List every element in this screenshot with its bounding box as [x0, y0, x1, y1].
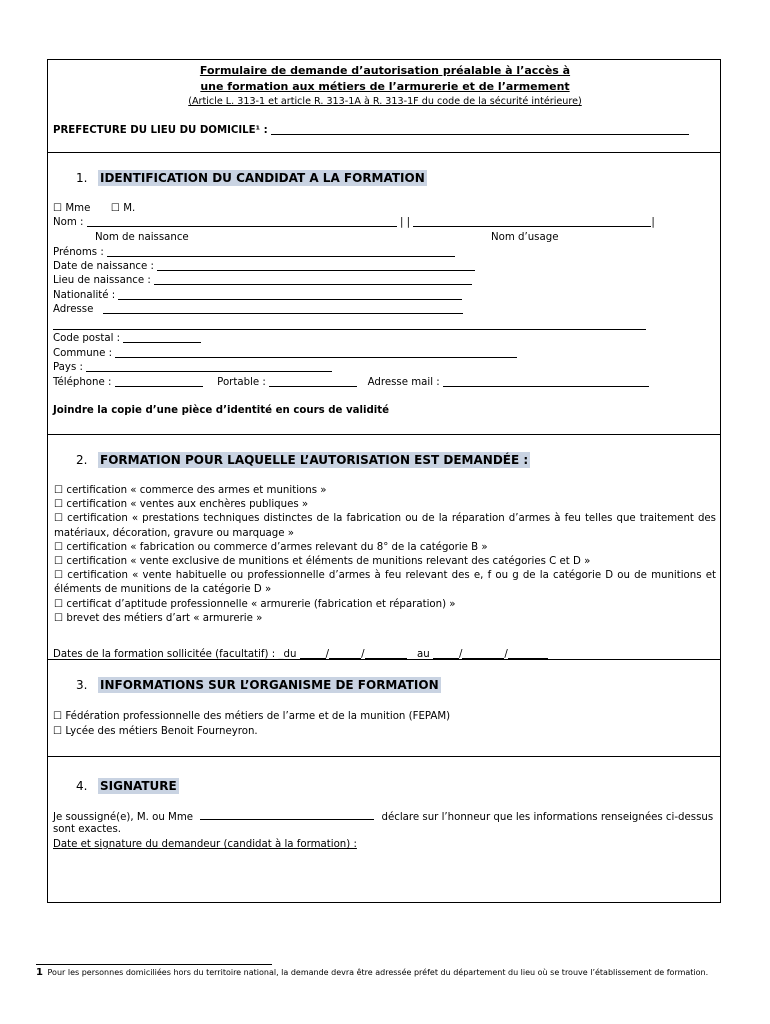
- adresse-input-line-2[interactable]: [53, 329, 646, 330]
- civility-row: [53, 202, 135, 216]
- formation-option-fabrication[interactable]: ☐ certification « fabrication ou commerce d’armes relevant du 8° de la catégorie B »: [54, 541, 488, 553]
- formation-option-vente-habituelle[interactable]: ☐ certification « vente habituelle ou professionnelle d’armes à feu relevant des e, f ou g de la catégorie D ou de munitions et éléments de munitions de la catégorie D »: [54, 570, 716, 596]
- nationalite-label: Nationalité :: [53, 290, 116, 301]
- prefecture-field: [53, 124, 689, 138]
- formation-option-commerce[interactable]: ☐ certification « commerce des armes et munitions »: [54, 485, 327, 496]
- declaration-line1: [53, 809, 713, 825]
- section1-number: 1.: [76, 171, 88, 185]
- organisme-option-lycee[interactable]: ☐ Lycée des métiers Benoit Fourneyron.: [53, 726, 258, 737]
- section3-box: [47, 659, 721, 757]
- formation-option-bma[interactable]: ☐ brevet des métiers d’art « armurerie »: [54, 612, 263, 624]
- commune-input-line[interactable]: [115, 347, 517, 358]
- footnote-text: Pour les personnes domiciliées hors du territoire national, la demande devra être adressée préfet du département du lieu où se trouve l’établissement de formation.: [47, 968, 709, 977]
- checkbox-m[interactable]: ☐ M.: [110, 203, 136, 214]
- portable-input-line[interactable]: [269, 376, 357, 387]
- date-naissance-field: [53, 260, 475, 274]
- footnote-separator: [36, 964, 272, 965]
- formation-option-encheres[interactable]: ☐ certification « ventes aux enchères publiques »: [54, 499, 309, 511]
- section1-title: IDENTIFICATION DU CANDIDAT A LA FORMATION: [100, 171, 425, 185]
- date-du-year-line[interactable]: [365, 648, 407, 659]
- lieu-naissance-field: [53, 274, 472, 288]
- date-au-label: au: [417, 649, 430, 660]
- pays-input-line[interactable]: [86, 361, 332, 372]
- prenoms-field: [53, 246, 455, 260]
- date-signature-label: Date et signature du demandeur (candidat à la formation) :: [53, 839, 357, 850]
- adresse-input-line-1[interactable]: [103, 303, 463, 314]
- nom-naissance-input-line[interactable]: [87, 216, 397, 227]
- legal-reference: (Article L. 313-1 et article R. 313-1A à R. 313-1F du code de la sécurité intérieure): [188, 96, 582, 107]
- nom-usage-caption: Nom d’usage: [491, 232, 559, 243]
- date-naissance-label: Date de naissance :: [53, 261, 154, 272]
- section4-title: SIGNATURE: [100, 779, 177, 793]
- telephone-input-line[interactable]: [115, 376, 203, 387]
- footnote-number: 1: [36, 967, 43, 978]
- date-du-month-line[interactable]: [329, 648, 361, 659]
- date-du-day-line[interactable]: [300, 648, 326, 659]
- nationalite-input-line[interactable]: [118, 289, 462, 300]
- adresse-mail-label: Adresse mail :: [367, 377, 440, 388]
- date-au-year-line[interactable]: [508, 648, 548, 659]
- contact-field-row: [53, 376, 649, 390]
- declaration-end: déclare sur l’honneur que les informations renseignées ci-dessus: [381, 812, 714, 823]
- prenoms-input-line[interactable]: [107, 246, 455, 257]
- code-postal-input-line[interactable]: [123, 332, 201, 343]
- date-au-month-line[interactable]: [462, 648, 504, 659]
- commune-field: [53, 347, 517, 361]
- declaration-name-input-line[interactable]: [200, 809, 374, 820]
- prefecture-input-line[interactable]: [271, 124, 689, 135]
- organisme-option-fepam[interactable]: ☐ Fédération professionnelle des métiers de l’arme et de la munition (FEPAM): [53, 711, 451, 722]
- portable-label: Portable :: [217, 377, 266, 388]
- form-title-line2: une formation aux métiers de l’armurerie et de l’armement: [200, 80, 570, 93]
- signature-area[interactable]: [53, 856, 715, 898]
- date-naissance-input-line[interactable]: [157, 260, 475, 271]
- pays-label: Pays :: [53, 362, 83, 373]
- nom-usage-input-line[interactable]: [413, 216, 651, 227]
- commune-label: Commune :: [53, 348, 113, 359]
- section3-title: INFORMATIONS SUR L’ORGANISME DE FORMATION: [100, 678, 439, 692]
- dates-formation-label: Dates de la formation sollicitée (facultatif) : _du: [53, 649, 297, 660]
- code-postal-label: Code postal :: [53, 333, 121, 344]
- section2-number: 2.: [76, 453, 88, 467]
- formation-options-list: [54, 484, 716, 626]
- telephone-label: Téléphone :: [53, 377, 112, 388]
- prenoms-label: Prénoms :: [53, 247, 104, 258]
- formation-option-prestations[interactable]: ☐ certification « prestations techniques distinctes de la fabrication ou de la réparation d’armes à feu telles que traitement des matériaux, décoration, gravure ou marquage »: [54, 513, 716, 539]
- footnote: [36, 967, 708, 979]
- section2-title: FORMATION POUR LAQUELLE L’AUTORISATION EST DEMANDÉE :: [100, 453, 529, 467]
- prefecture-label: PREFECTURE DU LIEU DU DOMICILE¹ :: [53, 125, 268, 136]
- dates-formation-field: Dates de la formation sollicitée (facultatif) : _du / / au / /: [53, 648, 548, 662]
- lieu-naissance-input-line[interactable]: [154, 274, 472, 285]
- formation-option-cap[interactable]: ☐ certificat d’aptitude professionnelle « armurerie (fabrication et réparation) »: [54, 598, 456, 610]
- section3-number: 3.: [76, 678, 88, 692]
- declaration-line2: sont exactes.: [53, 824, 121, 835]
- adresse-mail-input-line[interactable]: [443, 376, 649, 387]
- piece-identite-notice: Joindre la copie d’une pièce d’identité en cours de validité: [53, 405, 390, 416]
- adresse-label: Adresse: [53, 304, 94, 315]
- adresse-field: [53, 303, 463, 317]
- nationalite-field: [53, 289, 462, 303]
- checkbox-mme[interactable]: ☐ Mme: [53, 203, 91, 214]
- nom-field: Nom : | | |: [53, 217, 655, 228]
- date-au-day-line[interactable]: [433, 648, 459, 659]
- formation-option-munitions[interactable]: ☐ certification « vente exclusive de munitions et éléments de munitions relevant des catégories C et D »: [54, 556, 591, 568]
- nom-label: Nom :: [53, 217, 84, 228]
- form-title-line1: Formulaire de demande d’autorisation préalable à l’accès à: [199, 64, 571, 77]
- nom-naissance-caption: Nom de naissance: [95, 232, 189, 243]
- code-postal-field: [53, 332, 201, 346]
- section4-number: 4.: [76, 779, 88, 793]
- declaration-start: Je soussigné(e), M. ou Mme: [53, 812, 194, 823]
- lieu-naissance-label: Lieu de naissance :: [53, 275, 151, 286]
- pays-field: [53, 361, 332, 375]
